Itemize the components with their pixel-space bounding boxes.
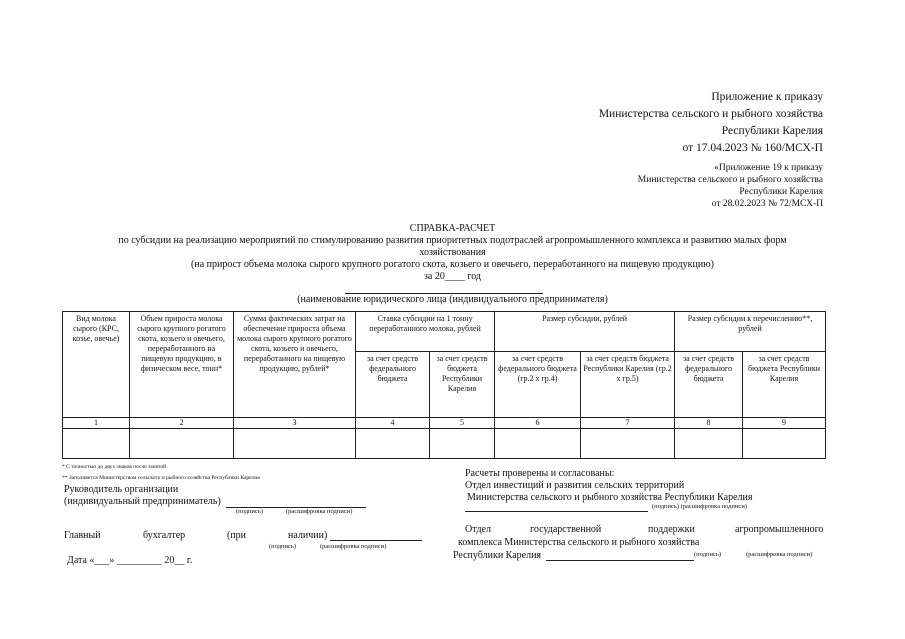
header-volume-growth: Объем прироста молока сырого крупного рогатого скота, козьего и овечьего, переработанного на пищевую продукцию, в физическом весе, тонн* (130, 312, 234, 418)
title-line-2: хозяйствования (419, 247, 486, 258)
header-transfer-federal: за счет средств федерального бюджета (675, 352, 743, 417)
support-dept-word-1: Отдел (465, 524, 491, 535)
data-cell (743, 428, 826, 458)
investment-signature-line (465, 511, 648, 512)
column-number: 8 (675, 417, 743, 428)
header-rate-group: Ставка субсидии на 1 тонну переработанного молока, рублей (356, 312, 495, 352)
support-dept-line-3: Республики Карелия (453, 550, 542, 561)
accountant-word-1: Главный (64, 530, 101, 541)
data-cell (234, 428, 356, 458)
header-subsidy-regional: за счет средств бюджета Республики Карелия (гр.2 х гр.5) (581, 352, 675, 417)
data-cell (356, 428, 430, 458)
support-dept-line-2: комплекса Министерства сельского и рыбного хозяйства (458, 537, 700, 548)
column-number: 1 (63, 417, 130, 428)
support-signature-caption: (подпись) (694, 551, 721, 558)
header-transfer-regional: за счет средств бюджета Республики Карелия (743, 352, 826, 417)
investment-dept-label: Отдел инвестиций и развития сельских территорий (465, 480, 685, 491)
accountant-signature-caption: (подпись) (269, 543, 296, 550)
prev-appendix-line: от 28.02.2023 № 72/МСХ-П (711, 199, 823, 209)
accountant-word-3: (при (227, 530, 247, 541)
title-line-1: по субсидии на реализацию мероприятий по стимулированию развития приоритетных подотраслей агропромышленного комплекса и развитию малых форм (118, 235, 787, 246)
data-cell (495, 428, 581, 458)
header-rate-regional: за счет средств бюджета Республики Карелия (430, 352, 495, 417)
column-number: 4 (356, 417, 430, 428)
data-cell (430, 428, 495, 458)
column-number: 7 (581, 417, 675, 428)
support-dept-word-4: агропромышленного (735, 524, 824, 535)
data-cell (581, 428, 675, 458)
header-milk-type: Вид молока сырого (КРС, козье, овечье) (63, 312, 130, 418)
accountant-word-4: наличии) (288, 530, 328, 541)
title-year: за 20____ год (423, 271, 482, 282)
appendix-line: Министерства сельского и рыбного хозяйства (598, 108, 823, 120)
header-rate-federal: за счет средств федерального бюджета (356, 352, 430, 417)
entity-name-caption: (наименование юридического лица (индивидуального предпринимателя) (297, 294, 608, 305)
head-decoding-caption: (расшифровка подписи) (286, 508, 353, 515)
column-number: 3 (234, 417, 356, 428)
column-number: 9 (743, 417, 826, 428)
column-number: 5 (430, 417, 495, 428)
appendix-line: Приложение к приказу (711, 91, 823, 103)
support-dept-word-3: поддержки (648, 524, 695, 535)
header-subsidy-group: Размер субсидии, рублей (495, 312, 675, 352)
footnote-precision: * С точностью до двух знаков после запятой (62, 464, 167, 470)
header-subsidy-federal: за счет средств федерального бюджета (гр.2 х гр.4) (495, 352, 581, 417)
footnote-ministry: ** Заполняется Министерством сельского и рыбного хозяйства Республики Карелия (62, 475, 260, 481)
prev-appendix-line: Министерства сельского и рыбного хозяйства (637, 175, 823, 185)
header-transfer-group: Размер субсидии к перечислению**, рублей (675, 312, 826, 352)
appendix-line: от 17.04.2023 № 160/МСХ-П (682, 142, 823, 154)
document-title-block (60, 223, 845, 283)
column-number: 6 (495, 417, 581, 428)
accountant-signature-line (330, 540, 422, 541)
column-number: 2 (130, 417, 234, 428)
calculation-table (62, 311, 826, 459)
checked-label: Расчеты проверены и согласованы: (465, 468, 615, 479)
prev-appendix-line: Республики Карелия (739, 187, 823, 197)
title-line-3: (на прирост объема молока сырого крупного рогатого скота, козьего и овечьего, переработанного на пищевую продукцию) (191, 259, 714, 270)
date-line: Дата «___» _________ 20__ г. (67, 555, 193, 566)
support-signature-line (546, 560, 694, 561)
accountant-decoding-caption: (расшифровка подписи) (320, 543, 387, 550)
accountant-word-2: бухгалтер (143, 530, 186, 541)
support-decoding-caption: (расшифровка подписи) (746, 551, 813, 558)
prev-appendix-line: «Приложение 19 к приказу (714, 163, 823, 173)
document-heading: СПРАВКА-РАСЧЕТ (409, 223, 496, 234)
appendix-line: Республики Карелия (721, 125, 823, 137)
previous-appendix-block (638, 162, 823, 210)
ministry-label: Министерства сельского и рыбного хозяйства Республики Карелия (467, 492, 753, 503)
support-dept-word-2: государственной (530, 524, 602, 535)
entrepreneur-label: (индивидуальный предприниматель) (64, 496, 221, 507)
head-signature-caption: (подпись) (236, 508, 263, 515)
data-cell (130, 428, 234, 458)
head-of-organization-label: Руководитель организации (64, 484, 179, 495)
data-cell (675, 428, 743, 458)
header-actual-costs: Сумма фактических затрат на обеспечение прироста объема молока сырого крупного рогатого скота, козьего и овечьего, переработанного на пищевую продукцию, рублей* (234, 312, 356, 418)
investment-signature-caption: (подпись) (расшифровка подписи) (652, 503, 747, 510)
appendix-block (599, 89, 823, 157)
data-cell (63, 428, 130, 458)
